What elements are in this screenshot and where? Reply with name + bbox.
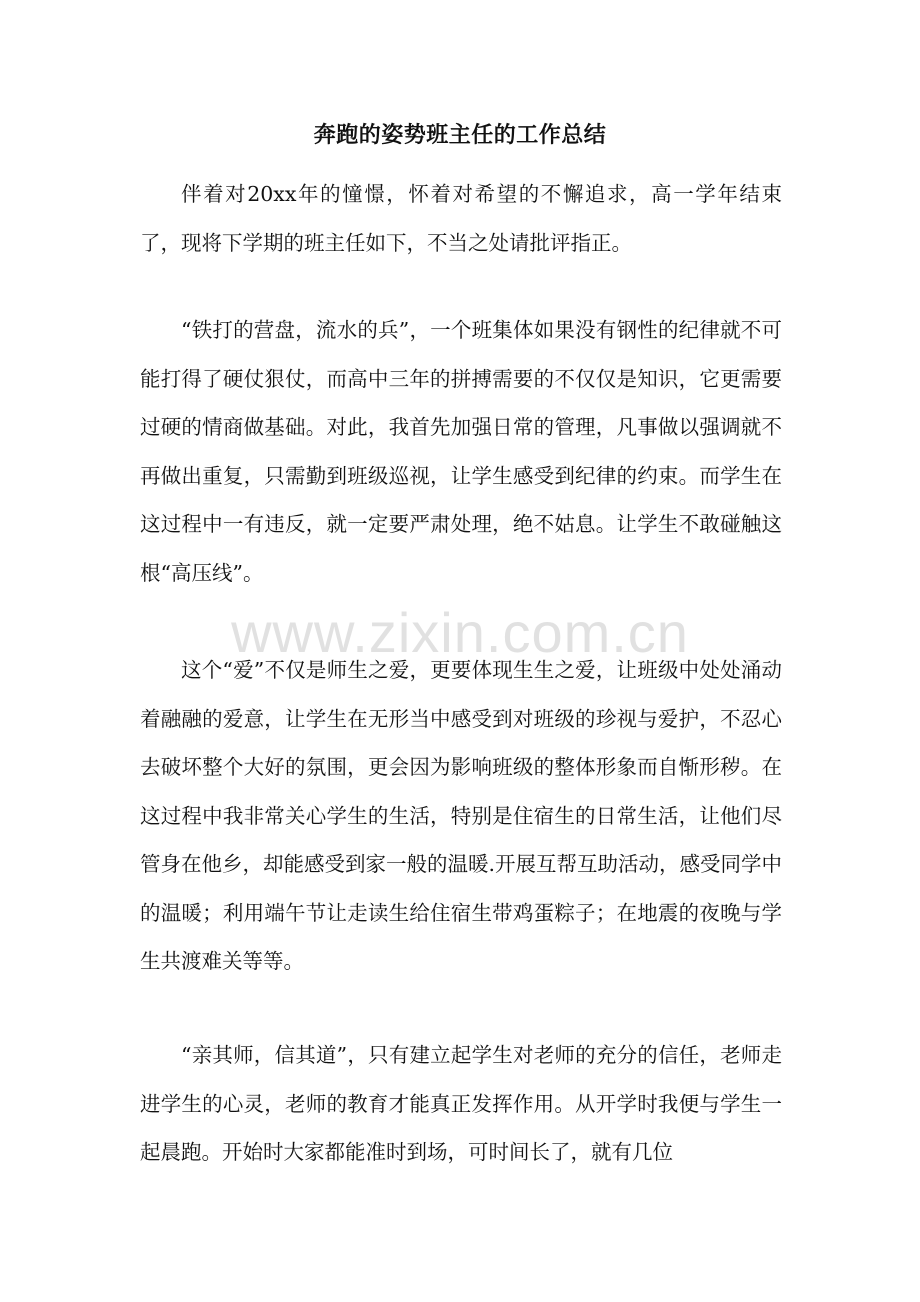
paragraph-love: 这个“爱”不仅是师生之爱，更要体现生生之爱，让班级中处处涌动着融融的爱意，让学生在无形当中感受到对班级的珍视与爱护，不忍心去破坏整个大好的氛围，更会因为影响班级的整体形象而自惭形秽。在这过程中我非常关心学生的生活，特别是住宿生的日常生活，让他们尽管身在他乡，却能感受到家一般的温暖.开展互帮互助活动，感受同学中的温暖；利用端午节让走读生给住宿生带鸡蛋粽子；在地震的夜晚与学生共渡难关等等。 [140, 658, 783, 973]
watermark-text: www.zixin.com.cn [231, 601, 689, 664]
paragraph-discipline: “铁打的营盘，流水的兵”，一个班集体如果没有钢性的纪律就不可能打得了硬仗狠仗，而高中三年的拼搏需要的不仅仅是知识，它更需要过硬的情商做基础。对此，我首先加强日常的管理，凡事做以强调就不再做出重复，只需勤到班级巡视，让学生感受到纪律的约束。而学生在这过程中一有违反，就一定要严肃处理，绝不姑息。让学生不敢碰触这根“高压线”。 [140, 318, 782, 585]
paragraph-intro: 伴着对20xx年的憧憬，怀着对希望的不懈追求，高一学年结束了，现将下学期的班主任如下，不当之处请批评指正。 [140, 182, 782, 255]
paragraph-trust: “亲其师，信其道”，只有建立起学生对老师的充分的信任，老师走进学生的心灵，老师的教育才能真正发挥作用。从开学时我便与学生一起晨跑。开始时大家都能准时到场，可时间长了，就有几位 [140, 1043, 782, 1164]
document-title: 奔跑的姿势班主任的工作总结 [313, 122, 607, 148]
